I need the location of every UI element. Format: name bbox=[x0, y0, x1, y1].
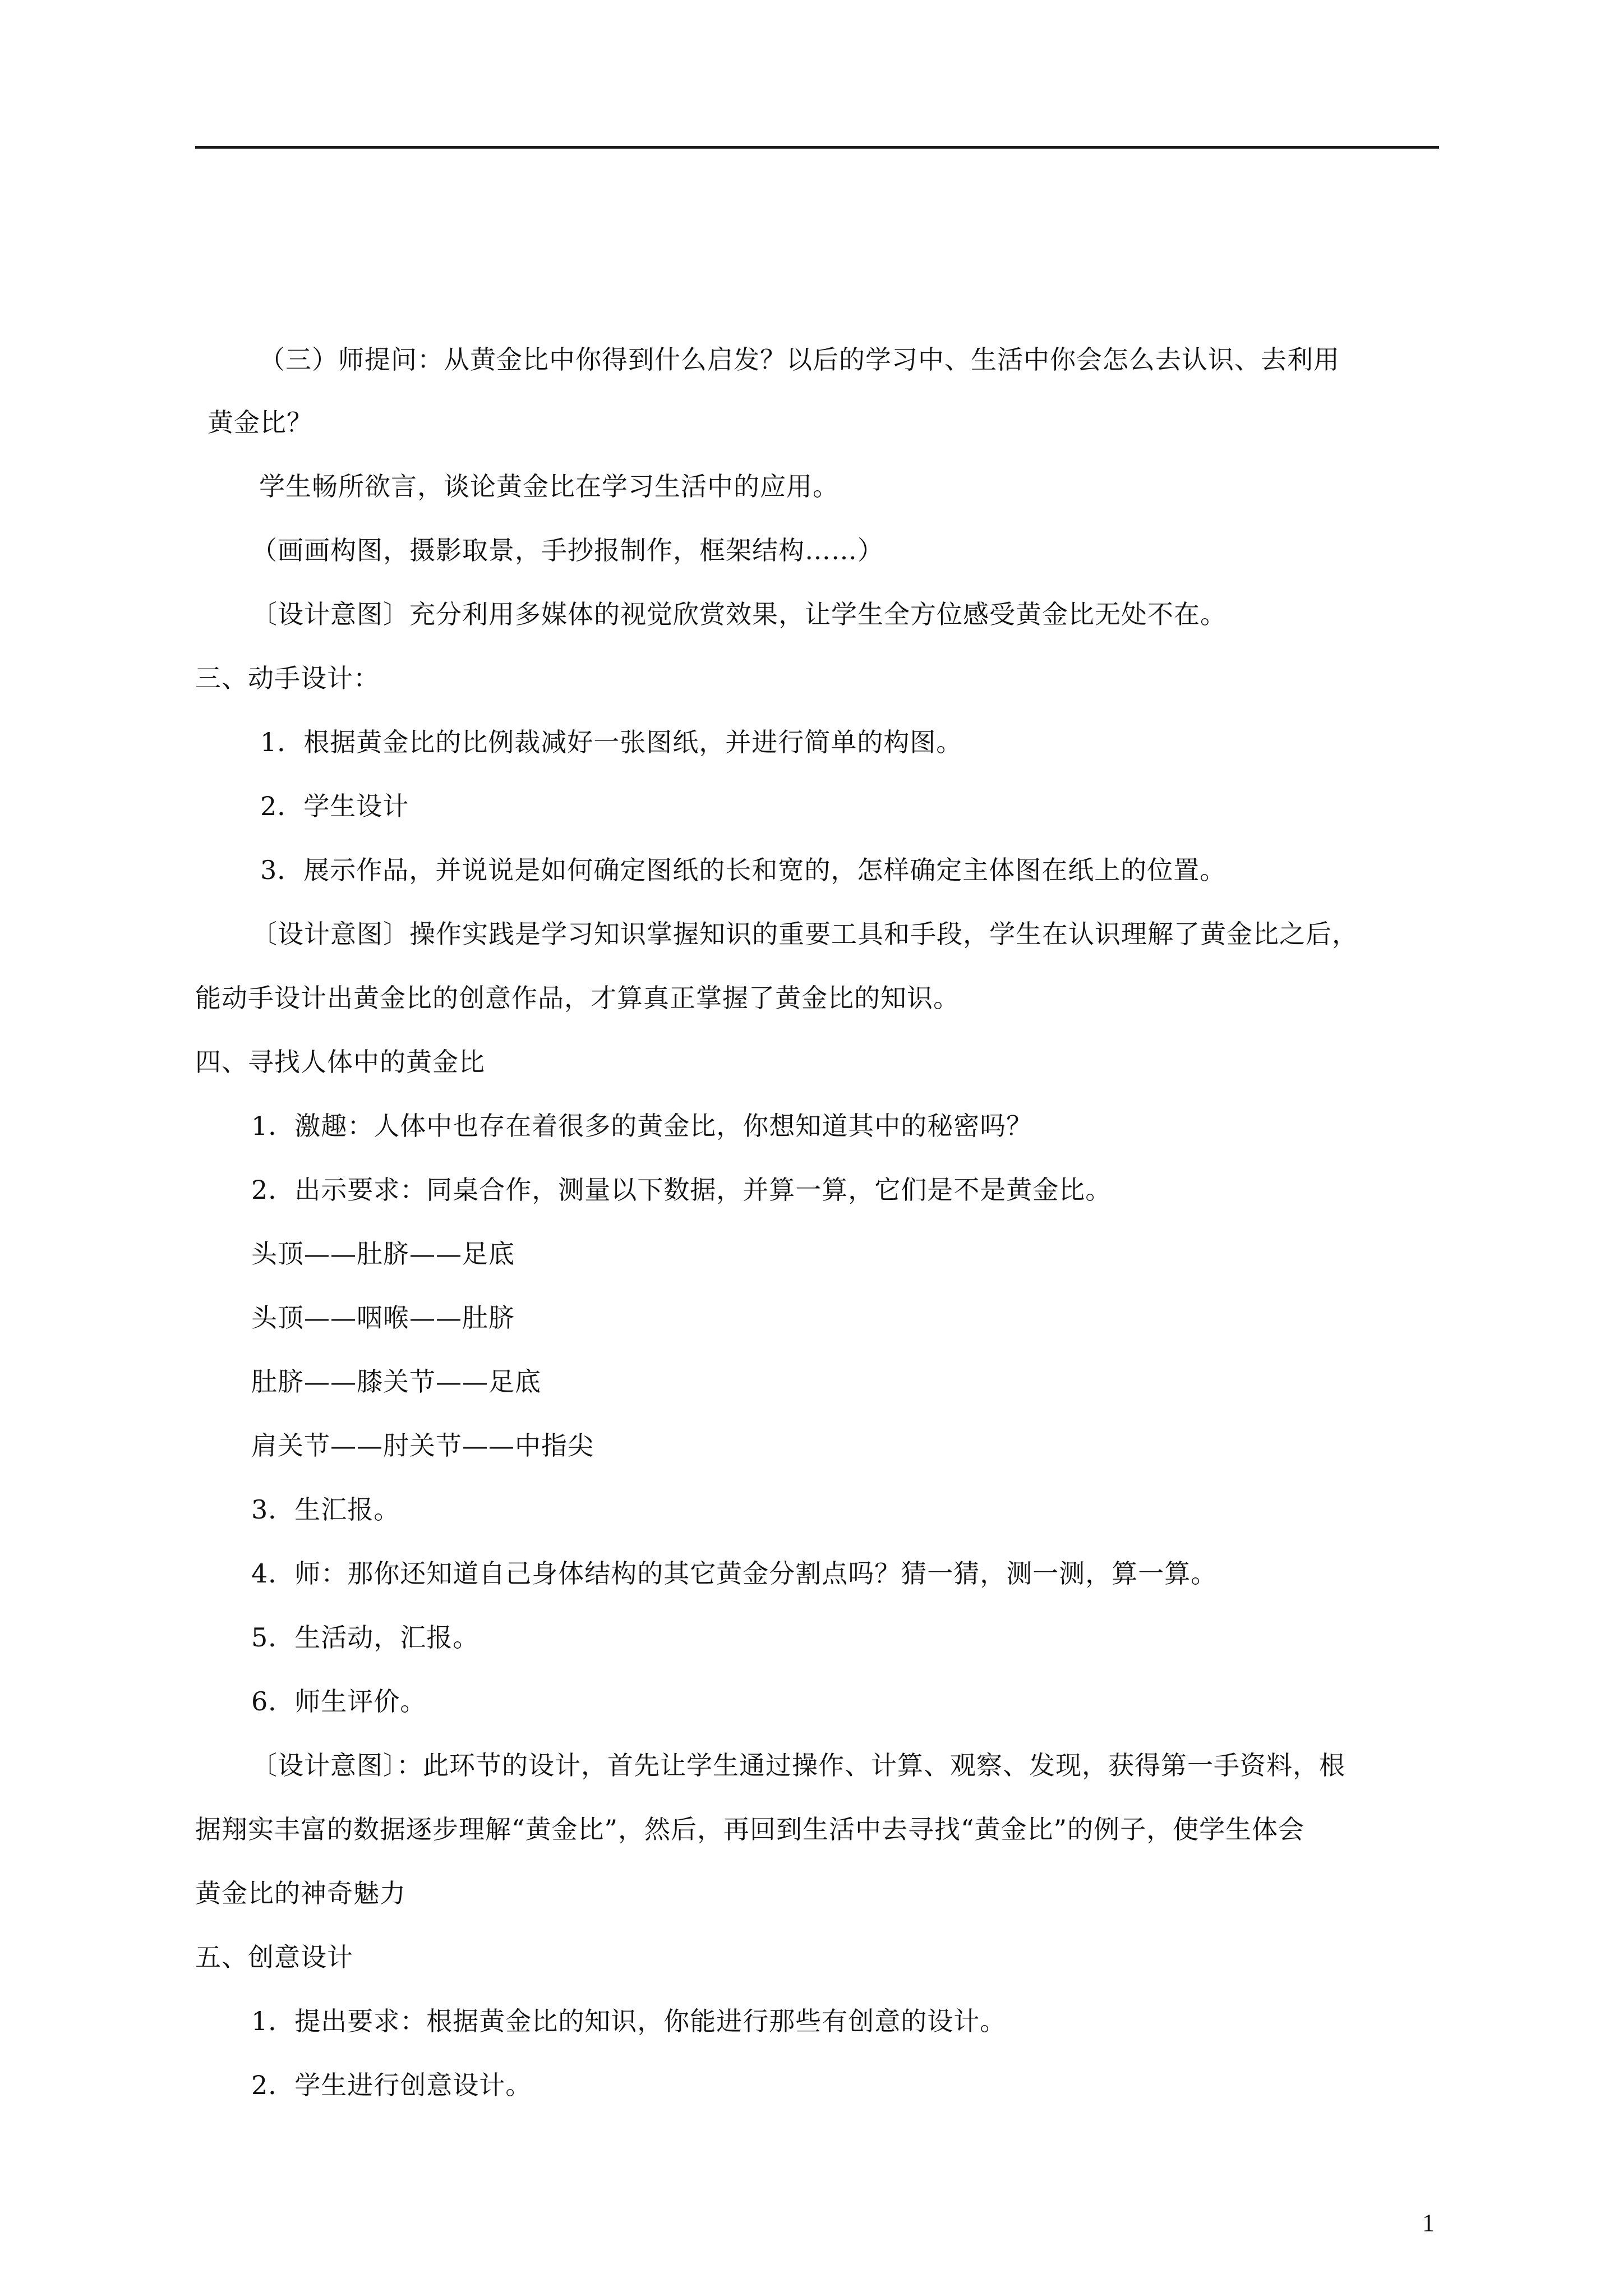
paragraph-design-intent-2: 〔设计意图〕操作实践是学习知识掌握知识的重要工具和手段，学生在认识理解了黄金比之后， bbox=[251, 919, 1358, 949]
list-item-evaluation: 6．师生评价。 bbox=[251, 1686, 427, 1717]
paragraph-design-intent-2-cont: 能动手设计出黄金比的创意作品，才算真正掌握了黄金比的知识。 bbox=[195, 983, 960, 1013]
list-item-student-activity: 5．生活动，汇报。 bbox=[251, 1622, 479, 1653]
list-item-creative-design: 2．学生进行创意设计。 bbox=[251, 2070, 532, 2100]
list-item-show-requirements: 2．出示要求：同桌合作，测量以下数据，并算一算，它们是不是黄金比。 bbox=[251, 1175, 1112, 1205]
list-item-cut-paper: 1．根据黄金比的比例裁减好一张图纸，并进行简单的构图。 bbox=[260, 727, 963, 757]
paragraph-students-discuss: 学生畅所欲言，谈论黄金比在学习生活中的应用。 bbox=[259, 471, 839, 501]
list-item-teacher-asks: 4．师：那你还知道自己身体结构的其它黄金分割点吗？猜一猜，测一测，算一算。 bbox=[251, 1558, 1218, 1589]
paragraph-teacher-question: （三）师提问：从黄金比中你得到什么启发？以后的学习中、生活中你会怎么去认识、去利用 bbox=[259, 344, 1340, 375]
page-number: 1 bbox=[1422, 2209, 1435, 2237]
list-item-students-report: 3．生汇报。 bbox=[251, 1494, 400, 1525]
measurement-navel-knee-foot: 肚脐——膝关节——足底 bbox=[251, 1366, 541, 1397]
paragraph-design-intent-3-cont: 据翔实丰富的数据逐步理解“黄金比”，然后，再回到生活中去寻找“黄金比”的例子，使学生体会 bbox=[195, 1814, 1305, 1844]
list-item-student-design: 2．学生设计 bbox=[260, 791, 409, 821]
list-item-propose-requirements: 1．提出要求：根据黄金比的知识，你能进行那些有创意的设计。 bbox=[251, 2006, 1007, 2036]
measurement-shoulder-elbow-finger: 肩关节——肘关节——中指尖 bbox=[251, 1430, 594, 1461]
list-item-show-work: 3．展示作品，并说说是如何确定图纸的长和宽的，怎样确定主体图在纸上的位置。 bbox=[260, 855, 1227, 885]
section-heading-creative-design: 五、创意设计 bbox=[195, 1942, 353, 1972]
paragraph-design-intent-1: 〔设计意图〕充分利用多媒体的视觉欣赏效果，让学生全方位感受黄金比无处不在。 bbox=[251, 599, 1227, 629]
paragraph-design-intent-3-end: 黄金比的神奇魅力 bbox=[195, 1878, 406, 1908]
paragraph-applications: （画画构图，摄影取景，手抄报制作，框架结构……） bbox=[251, 535, 884, 565]
list-item-engage-interest: 1．激趣：人体中也存在着很多的黄金比，你想知道其中的秘密吗？ bbox=[251, 1111, 1033, 1141]
section-heading-hands-on: 三、动手设计： bbox=[195, 663, 380, 693]
section-heading-human-body: 四、寻找人体中的黄金比 bbox=[195, 1047, 485, 1077]
measurement-head-navel-foot: 头顶——肚脐——足底 bbox=[251, 1239, 515, 1269]
paragraph-teacher-question-cont: 黄金比？ bbox=[208, 407, 313, 438]
paragraph-design-intent-3: 〔设计意图〕：此环节的设计，首先让学生通过操作、计算、观察、发现，获得第一手资料，根 bbox=[251, 1750, 1345, 1780]
measurement-head-throat-navel: 头顶——咽喉——肚脐 bbox=[251, 1303, 515, 1333]
